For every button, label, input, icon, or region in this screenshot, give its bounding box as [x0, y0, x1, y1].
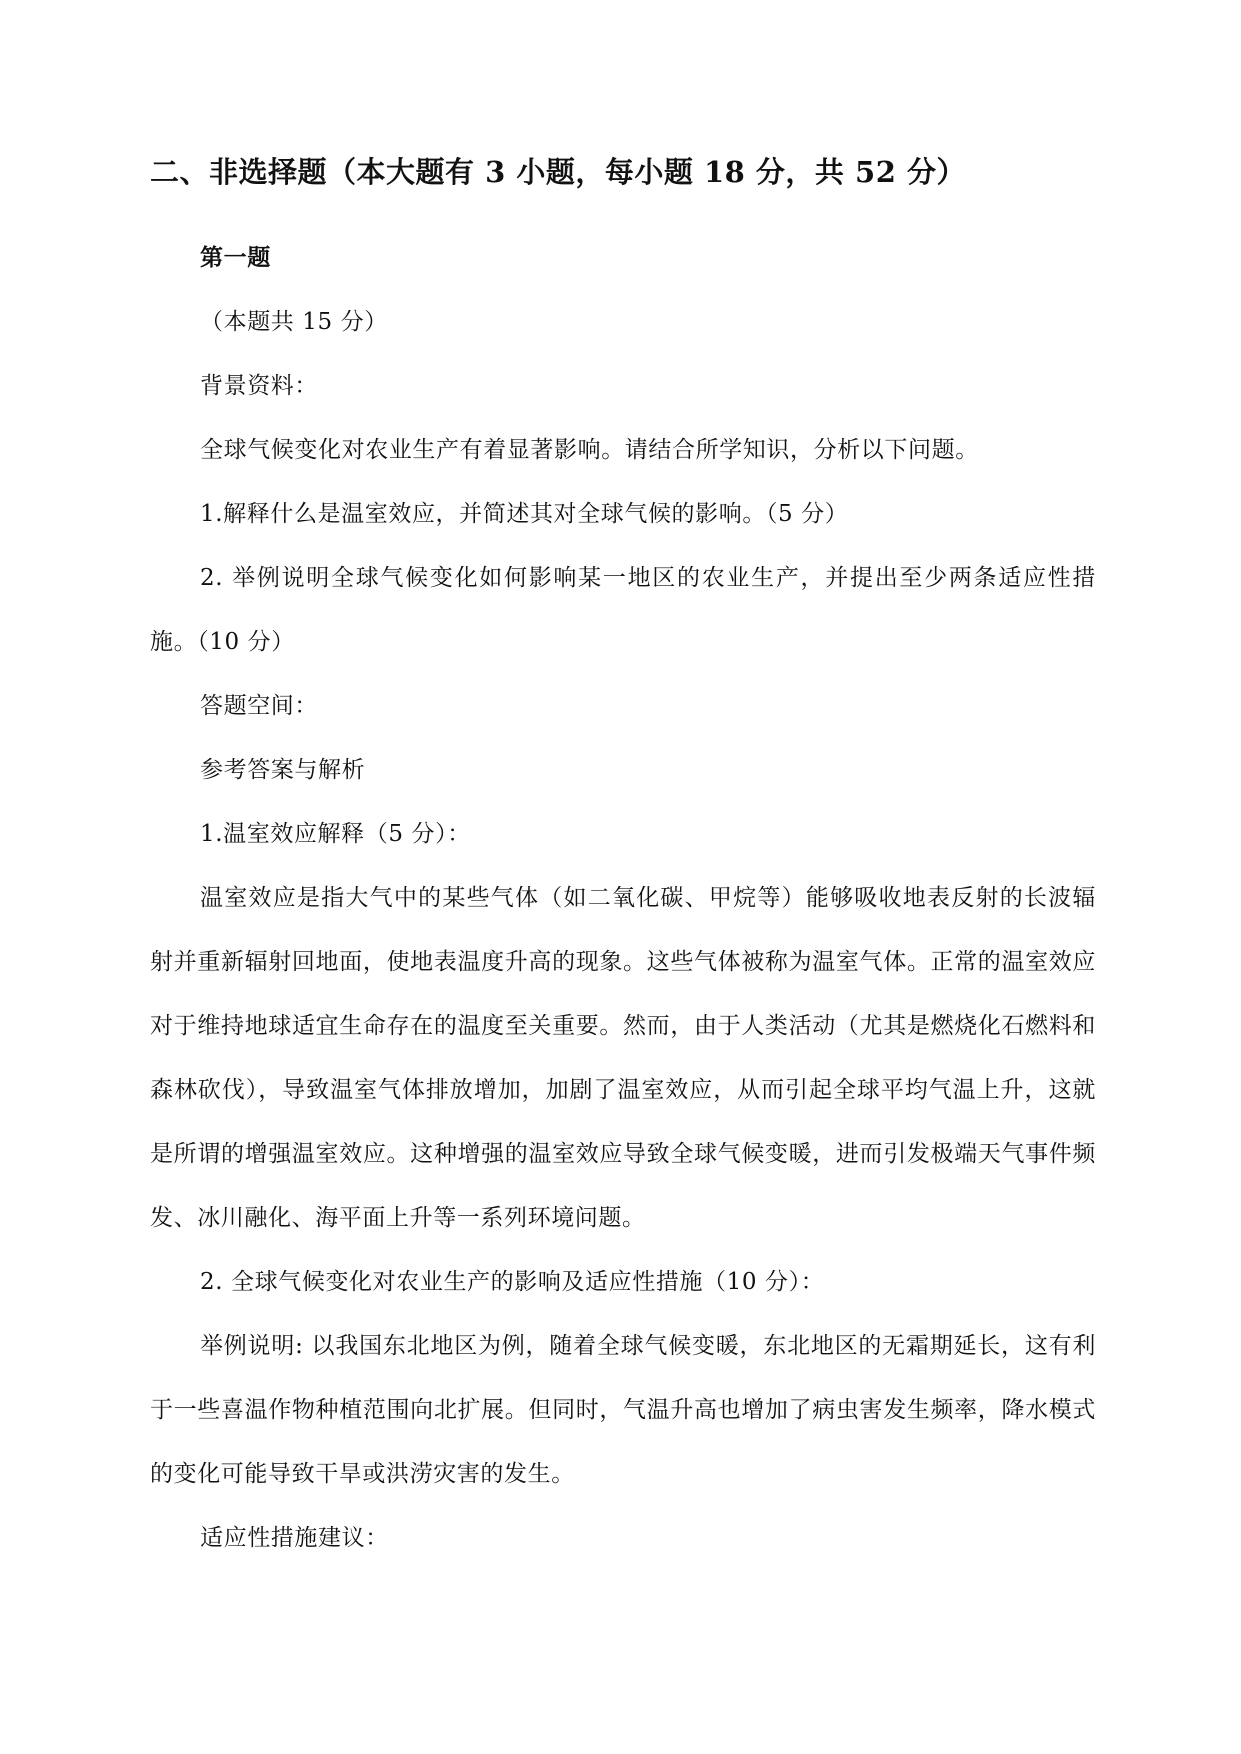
answer-part2-example: 举例说明: 以我国东北地区为例，随着全球气候变暖，东北地区的无霜期延长，这有利于一些喜温作物种植范围向北扩展。但同时，气温升高也增加了病虫害发生频率，降水模式的变化可能导致干旱或洪涝灾害的发生。 — [150, 1333, 1096, 1487]
section-title: 二、非选择题（本大题有 3 小题，每小题 18 分，共 52 分） — [150, 155, 966, 189]
answer-space-label: 答题空间： — [200, 693, 318, 719]
background-label: 背景资料： — [200, 373, 318, 399]
answer-part1-heading: 1.温室效应解释（5 分）： — [200, 821, 471, 847]
answer-heading: 参考答案与解析 — [200, 757, 366, 783]
measures-label: 适应性措施建议： — [200, 1525, 389, 1551]
answer-part1-text: 温室效应是指大气中的某些气体（如二氧化碳、甲烷等）能够吸收地表反射的长波辐射并重新辐射回地面，使地表温度升高的现象。这些气体被称为温室气体。正常的温室效应对于维持地球适宜生命存在的温度至关重要。然而，由于人类活动（尤其是燃烧化石燃料和森林砍伐），导致温室气体排放增加，加剧了温室效应，从而引起全球平均气温上升，这就是所谓的增强温室效应。这种增强的温室效应导致全球气候变暖，进而引发极端天气事件频发、冰川融化、海平面上升等一系列环境问题。 — [150, 885, 1096, 1231]
score-note: （本题共 15 分） — [200, 309, 388, 335]
question-heading: 第一题 — [200, 244, 271, 271]
question-item-2: 2. 举例说明全球气候变化如何影响某一地区的农业生产，并提出至少两条适应性措施。（10 分） — [150, 565, 1096, 655]
background-text: 全球气候变化对农业生产有着显著影响。请结合所学知识，分析以下问题。 — [200, 437, 979, 463]
question-content — [150, 226, 1096, 1570]
answer-part2-heading: 2. 全球气候变化对农业生产的影响及适应性措施（10 分）： — [200, 1269, 825, 1295]
question-item-1: 1.解释什么是温室效应，并简述其对全球气候的影响。（5 分） — [200, 501, 849, 527]
